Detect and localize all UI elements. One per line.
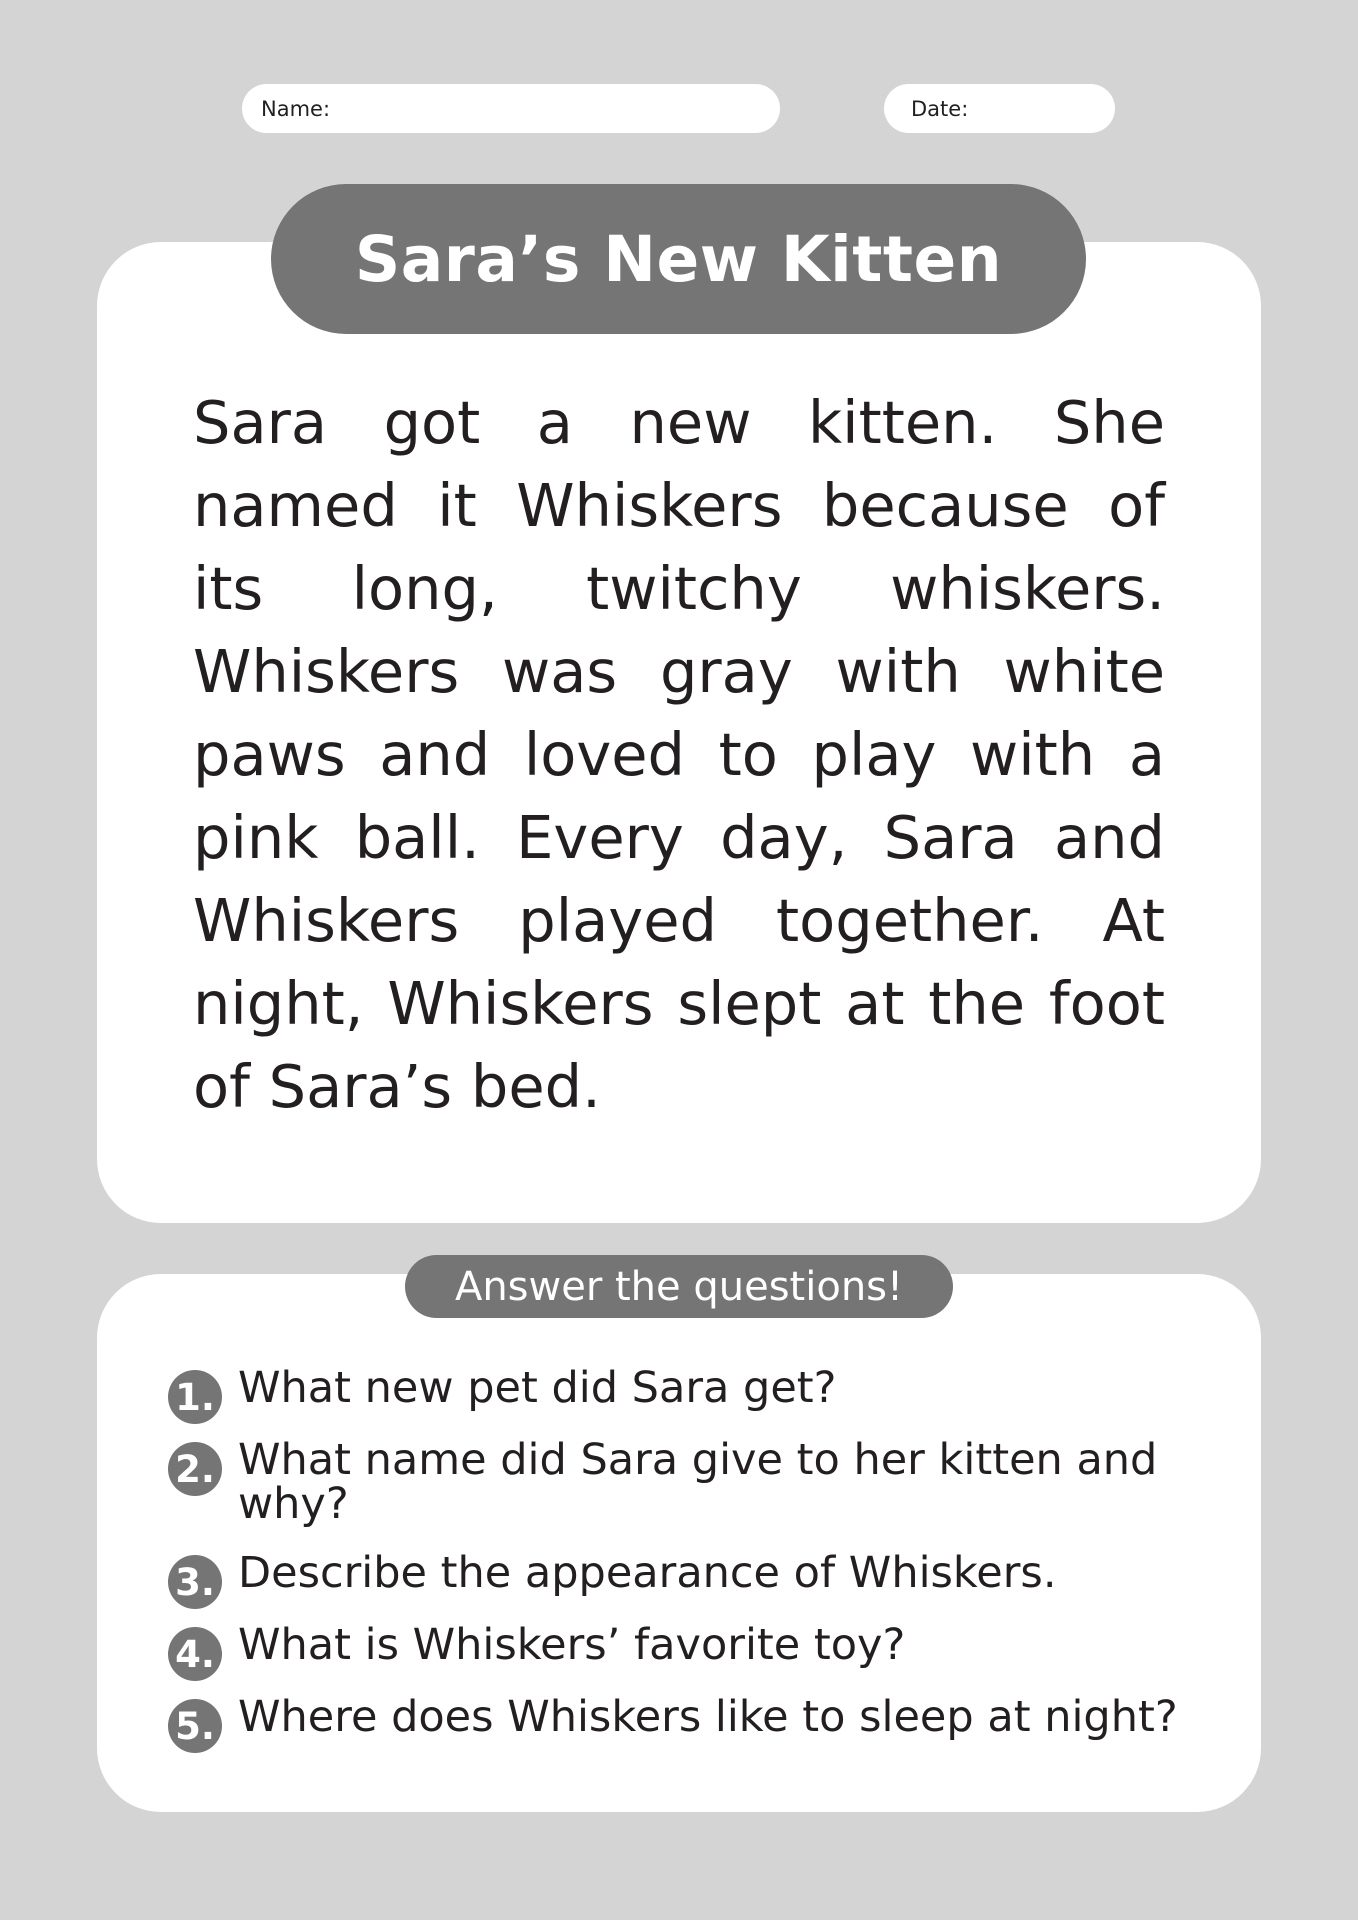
question-number-badge: 1. [168,1370,222,1424]
question-text: What new pet did Sara get? [238,1363,837,1413]
date-field[interactable] [884,84,1115,133]
question-number-badge: 4. [168,1627,222,1681]
name-input[interactable] [338,84,764,133]
question-number-badge: 3. [168,1555,222,1609]
date-label: Date: [911,96,969,121]
question-text: Describe the appearance of Whiskers. [238,1548,1057,1598]
question-number-badge: 2. [168,1442,222,1496]
name-label: Name: [261,96,331,121]
question-text: What name did Sara give to her kitten and why? [238,1435,1158,1529]
question-item [168,1435,1188,1529]
date-input[interactable] [976,84,1244,133]
question-number-badge: 5. [168,1699,222,1753]
question-item [168,1620,1188,1681]
question-text: Where does Whiskers like to sleep at night? [238,1692,1178,1742]
question-text: What is Whiskers’ favorite toy? [238,1620,906,1670]
name-field[interactable] [242,84,780,133]
story-text: Sara got a new kitten. She named it Whiskers because of its long, twitchy whiskers. Whiskers was gray with white paws and loved to play with a pink ball. Every day, Sara and Whiskers played together. At night, Whiskers slept at the foot of Sara’s bed. [193,388,1165,1121]
story-title: Sara’s New Kitten [271,184,1086,334]
questions-heading: Answer the questions! [405,1255,953,1318]
question-item [168,1363,1188,1424]
question-item [168,1548,1188,1609]
question-item [168,1692,1188,1753]
